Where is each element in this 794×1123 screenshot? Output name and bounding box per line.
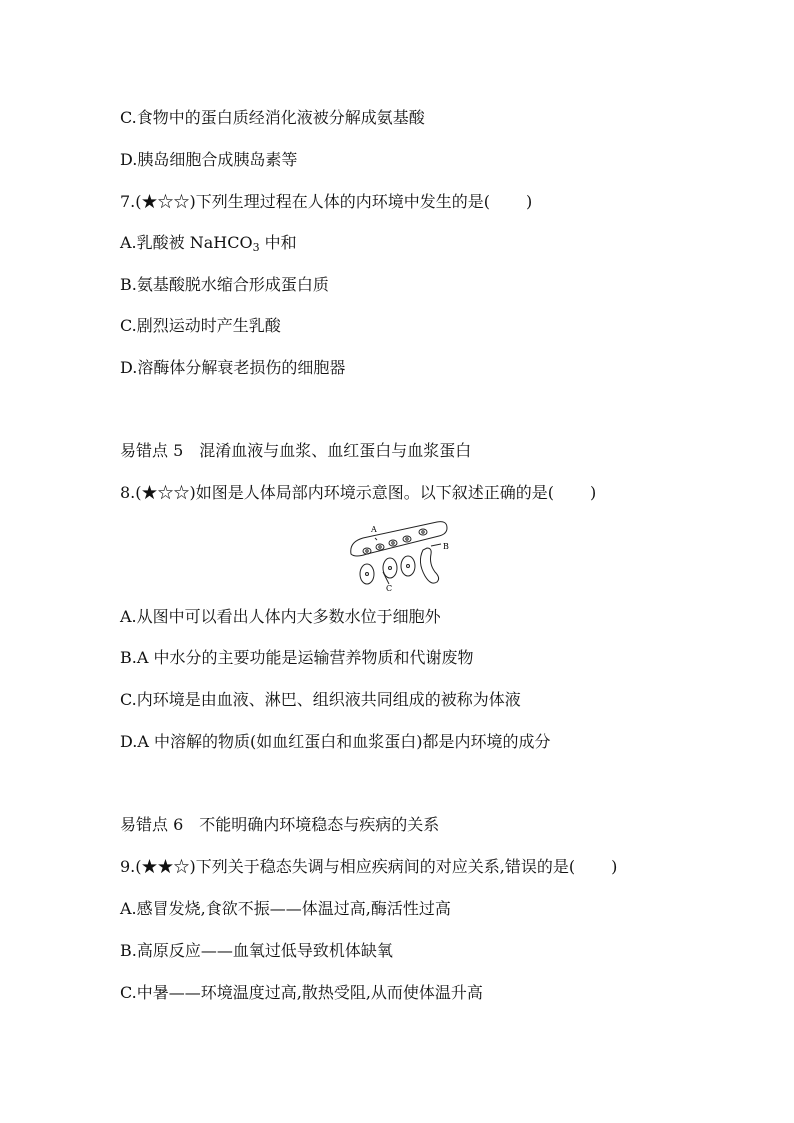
blood-cell bbox=[389, 540, 397, 546]
q8-option-b: B.A 中水分的主要功能是运输营养物质和代谢废物 bbox=[120, 648, 474, 667]
subscript: 3 bbox=[252, 241, 260, 254]
q9-number: 9.( bbox=[120, 857, 142, 876]
blood-cell bbox=[403, 536, 411, 542]
section-title: 混淆血液与血浆、血红蛋白与血浆蛋白 bbox=[199, 441, 472, 460]
q8-stem bbox=[120, 483, 596, 503]
section-heading-6 bbox=[120, 815, 439, 835]
section-label: 易错点 5 bbox=[120, 441, 184, 460]
q6-option-d: D.胰岛细胞合成胰岛素等 bbox=[120, 150, 298, 169]
section-label: 易错点 6 bbox=[120, 815, 184, 834]
q8-option-a: A.从图中可以看出人体内大多数水位于细胞外 bbox=[120, 607, 441, 626]
blood-cell bbox=[363, 548, 371, 554]
section-heading-5 bbox=[120, 441, 471, 461]
capillary-vessel bbox=[351, 522, 447, 556]
blood-cell bbox=[376, 544, 384, 550]
q7-close-paren: ) bbox=[526, 192, 533, 211]
q8-close-paren: ) bbox=[590, 483, 597, 502]
q9-option-c: C.中暑——环境温度过高,散热受阻,从而使体温升高 bbox=[120, 983, 483, 1002]
q9-option-a: A.感冒发烧,食欲不振——体温过高,酶活性过高 bbox=[120, 899, 451, 918]
label-a: A bbox=[371, 525, 377, 534]
tissue-cell bbox=[360, 564, 374, 584]
label-c: C bbox=[386, 584, 393, 592]
q7-option-b: B.氨基酸脱水缩合形成蛋白质 bbox=[120, 275, 329, 294]
q7-number: 7.( bbox=[120, 192, 142, 211]
q7-option-a-suffix: 中和 bbox=[259, 233, 297, 252]
q7-option-a bbox=[120, 233, 297, 253]
q7-stem bbox=[120, 192, 532, 212]
q6-option-c: C.食物中的蛋白质经消化液被分解成氨基酸 bbox=[120, 108, 425, 127]
tissue-cell bbox=[401, 556, 415, 576]
blood-cell bbox=[419, 529, 427, 535]
tissue-cell bbox=[383, 558, 397, 578]
lymph-vessel bbox=[420, 548, 438, 583]
difficulty-stars: ★★☆ bbox=[141, 857, 190, 876]
q9-option-b: B.高原反应——血氧过低导致机体缺氧 bbox=[120, 941, 393, 960]
q7-option-d: D.溶酶体分解衰老损伤的细胞器 bbox=[120, 358, 346, 377]
section-title: 不能明确内环境稳态与疾病的关系 bbox=[199, 815, 440, 834]
q8-option-c: C.内环境是由血液、淋巴、组织液共同组成的被称为体液 bbox=[120, 690, 521, 709]
q7-text: )下列生理过程在人体的内环境中发生的是( bbox=[189, 192, 491, 211]
q7-option-c: C.剧烈运动时产生乳酸 bbox=[120, 316, 281, 335]
q7-option-a-text: A.乳酸被 NaHCO bbox=[120, 233, 253, 252]
difficulty-stars: ★☆☆ bbox=[141, 483, 190, 502]
internal-environment-diagram bbox=[345, 520, 455, 592]
q9-stem bbox=[120, 857, 617, 877]
q9-text: )下列关于稳态失调与相应疾病间的对应关系,错误的是( bbox=[189, 857, 576, 876]
q9-close-paren: ) bbox=[611, 857, 618, 876]
q8-text: )如图是人体局部内环境示意图。以下叙述正确的是( bbox=[189, 483, 555, 502]
difficulty-stars: ★☆☆ bbox=[141, 192, 190, 211]
q8-number: 8.( bbox=[120, 483, 142, 502]
label-b: B bbox=[443, 542, 449, 551]
q8-option-d: D.A 中溶解的物质(如血红蛋白和血浆蛋白)都是内环境的成分 bbox=[120, 732, 551, 751]
